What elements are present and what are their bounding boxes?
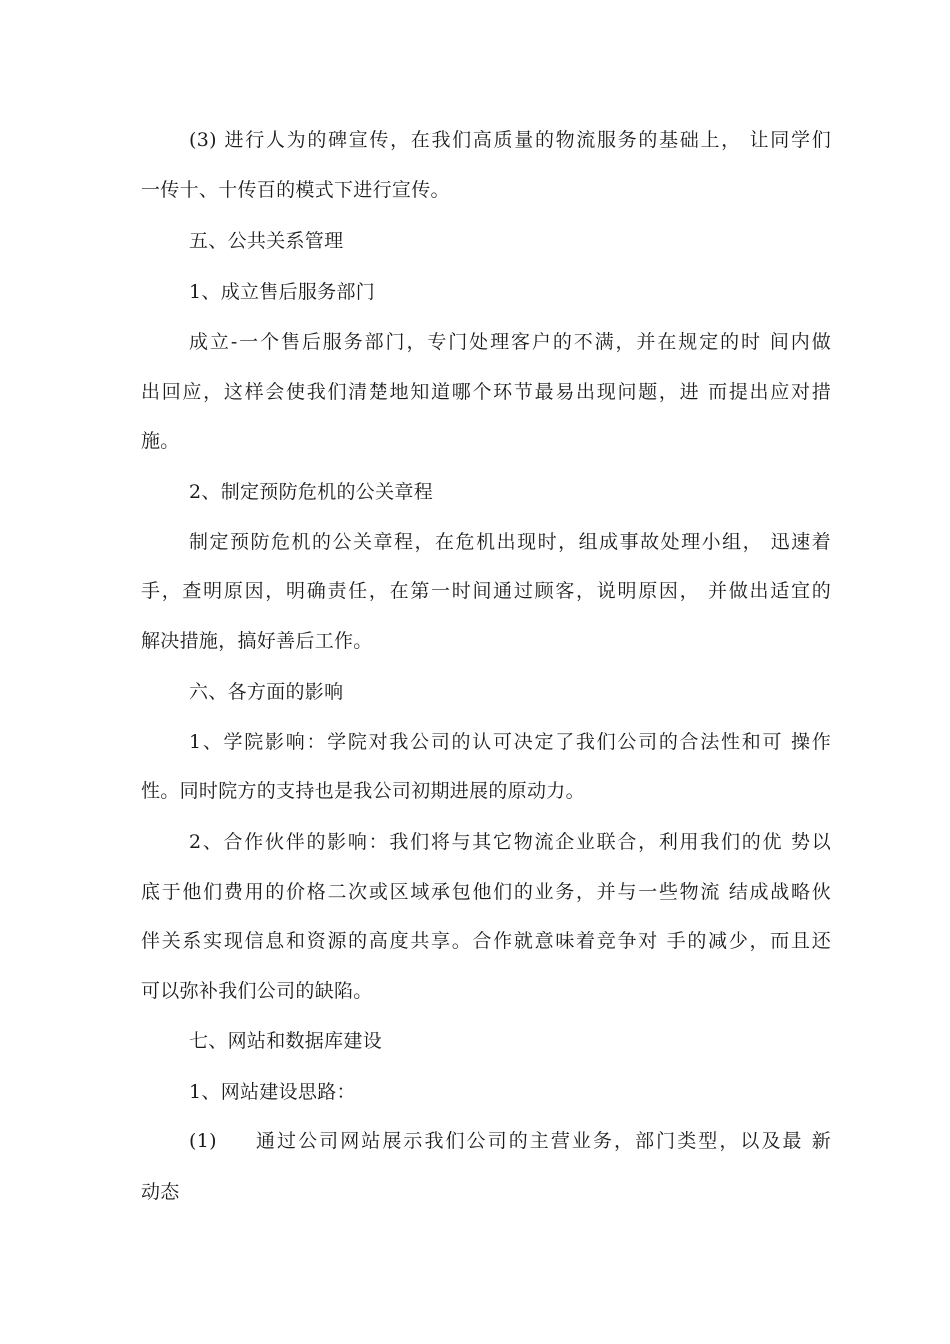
paragraph-line: 动态 [141,1181,180,1203]
paragraph-line: (3) 进行人为的碑宣传，在我们高质量的物流服务的基础上， 让同学们 [189,129,831,151]
paragraph-line: 出回应，这样会使我们清楚地知道哪个环节最易出现问题，进 而提出应对措 [141,381,831,403]
section-heading: 六、各方面的影响 [189,681,344,703]
list-marker: (1) [189,1130,217,1152]
paragraph-line: 2、合作伙伴的影响：我们将与其它物流企业联合，利用我们的优 势以 [189,831,831,853]
paragraph-line: 底于他们费用的价格二次或区域承包他们的业务，并与一些物流 结成战略伙 [141,881,831,903]
subsection-heading: 1、网站建设思路： [189,1081,356,1103]
section-heading: 五、公共关系管理 [189,230,344,252]
paragraph-line: 通过公司网站展示我们公司的主营业务，部门类型，以及最 新 [256,1130,831,1152]
paragraph-line: 解决措施，搞好善后工作。 [141,630,373,652]
paragraph-line: 成立-一个售后服务部门，专门处理客户的不满，并在规定的时 间内做 [189,331,831,353]
section-heading: 七、网站和数据库建设 [189,1030,383,1052]
paragraph-line: 伴关系实现信息和资源的高度共享。合作就意味着竞争对 手的减少，而且还 [141,930,831,952]
paragraph-line: 施。 [141,430,180,452]
paragraph-line: 性。同时院方的支持也是我公司初期进展的原动力。 [141,780,585,802]
paragraph-line: 1、学院影响：学院对我公司的认可决定了我们公司的合法性和可 操作 [189,731,831,753]
subsection-heading: 2、制定预防危机的公关章程 [189,481,433,503]
paragraph-line: 制定预防危机的公关章程，在危机出现时，组成事故处理小组， 迅速着 [189,531,831,553]
paragraph-line: 可以弥补我们公司的缺陷。 [141,980,373,1002]
paragraph-line: 一传十、十传百的模式下进行宣传。 [141,179,450,201]
paragraph-line: 手，查明原因，明确责任，在第一时间通过顾客，说明原因， 并做出适宜的 [141,580,831,602]
subsection-heading: 1、成立售后服务部门 [189,281,376,303]
